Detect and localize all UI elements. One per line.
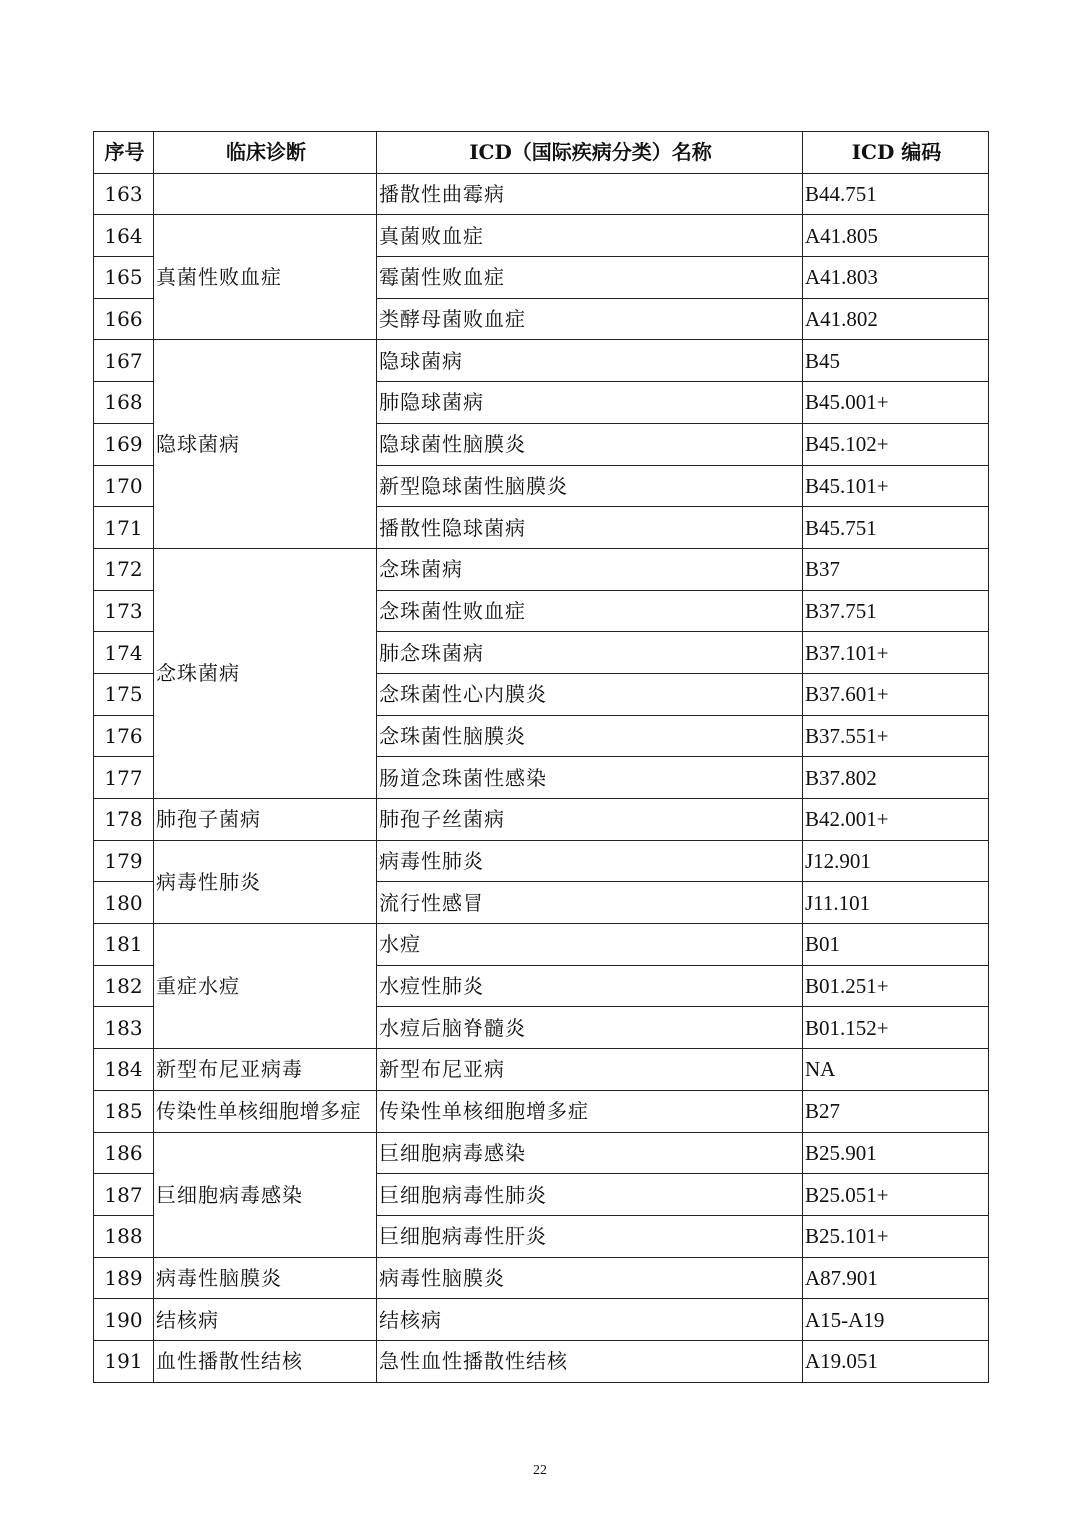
table-row xyxy=(94,548,989,590)
table-row xyxy=(94,1049,989,1091)
icd-name-cell: 巨细胞病毒感染 xyxy=(377,1132,803,1174)
row-number: 189 xyxy=(94,1257,154,1299)
icd-name-cell: 霉菌性败血症 xyxy=(377,257,803,299)
icd-code-cell: B45 xyxy=(803,340,989,382)
row-number: 165 xyxy=(94,257,154,299)
table-row xyxy=(94,340,989,382)
icd-name-cell: 肠道念珠菌性感染 xyxy=(377,757,803,799)
icd-name-cell: 念珠菌性脑膜炎 xyxy=(377,715,803,757)
row-number: 184 xyxy=(94,1049,154,1091)
icd-name-cell: 巨细胞病毒性肝炎 xyxy=(377,1215,803,1257)
icd-code-cell: B01.152+ xyxy=(803,1007,989,1049)
diagnosis-cell: 病毒性脑膜炎 xyxy=(154,1257,377,1299)
diagnosis-cell: 肺孢子菌病 xyxy=(154,799,377,841)
diagnosis-cell: 隐球菌病 xyxy=(154,340,377,548)
row-number: 179 xyxy=(94,840,154,882)
icd-code-cell: A19.051 xyxy=(803,1340,989,1382)
icd-code-cell: B25.901 xyxy=(803,1132,989,1174)
icd-name-cell: 水痘 xyxy=(377,924,803,966)
icd-name-cell: 播散性隐球菌病 xyxy=(377,507,803,549)
icd-code-cell: B25.051+ xyxy=(803,1174,989,1216)
icd-name-cell: 流行性感冒 xyxy=(377,882,803,924)
table-row xyxy=(94,840,989,882)
icd-code-cell: B25.101+ xyxy=(803,1215,989,1257)
row-number: 177 xyxy=(94,757,154,799)
icd-name-cell: 传染性单核细胞增多症 xyxy=(377,1090,803,1132)
icd-name-cell: 真菌败血症 xyxy=(377,215,803,257)
icd-name-cell: 病毒性脑膜炎 xyxy=(377,1257,803,1299)
icd-code-cell: B37.551+ xyxy=(803,715,989,757)
icd-code-cell: B45.751 xyxy=(803,507,989,549)
icd-code-cell: B37.101+ xyxy=(803,632,989,674)
icd-code-cell: A87.901 xyxy=(803,1257,989,1299)
icd-name-cell: 隐球菌性脑膜炎 xyxy=(377,423,803,465)
icd-code-cell: J11.101 xyxy=(803,882,989,924)
table-header-row xyxy=(94,132,989,174)
icd-code-cell: B44.751 xyxy=(803,173,989,215)
row-number: 175 xyxy=(94,673,154,715)
row-number: 181 xyxy=(94,924,154,966)
icd-code-cell: A15-A19 xyxy=(803,1299,989,1341)
icd-code-cell: B45.001+ xyxy=(803,382,989,424)
icd-code-cell: A41.805 xyxy=(803,215,989,257)
row-number: 169 xyxy=(94,423,154,465)
icd-name-cell: 念珠菌性心内膜炎 xyxy=(377,673,803,715)
table-row xyxy=(94,799,989,841)
icd-code-cell: B42.001+ xyxy=(803,799,989,841)
row-number: 180 xyxy=(94,882,154,924)
icd-name-cell: 肺念珠菌病 xyxy=(377,632,803,674)
icd-code-cell: B01.251+ xyxy=(803,965,989,1007)
icd-name-cell: 新型隐球菌性脑膜炎 xyxy=(377,465,803,507)
row-number: 182 xyxy=(94,965,154,1007)
table-row xyxy=(94,924,989,966)
row-number: 178 xyxy=(94,799,154,841)
diagnosis-cell: 血性播散性结核 xyxy=(154,1340,377,1382)
row-number: 191 xyxy=(94,1340,154,1382)
icd-name-cell: 结核病 xyxy=(377,1299,803,1341)
diagnosis-cell: 病毒性肺炎 xyxy=(154,840,377,923)
icd-code-cell: A41.803 xyxy=(803,257,989,299)
icd-code-cell: A41.802 xyxy=(803,298,989,340)
row-number: 190 xyxy=(94,1299,154,1341)
icd-code-cell: J12.901 xyxy=(803,840,989,882)
header-no: 序号 xyxy=(94,132,154,174)
diagnosis-cell: 念珠菌病 xyxy=(154,548,377,798)
row-number: 163 xyxy=(94,173,154,215)
row-number: 188 xyxy=(94,1215,154,1257)
icd-code-cell: B37 xyxy=(803,548,989,590)
row-number: 173 xyxy=(94,590,154,632)
diagnosis-cell: 新型布尼亚病毒 xyxy=(154,1049,377,1091)
table-row xyxy=(94,1257,989,1299)
icd-code-cell: B45.102+ xyxy=(803,423,989,465)
row-number: 176 xyxy=(94,715,154,757)
icd-name-cell: 病毒性肺炎 xyxy=(377,840,803,882)
diagnosis-cell: 重症水痘 xyxy=(154,924,377,1049)
page-number: 22 xyxy=(533,1463,547,1478)
icd-name-cell: 念珠菌性败血症 xyxy=(377,590,803,632)
icd-name-cell: 新型布尼亚病 xyxy=(377,1049,803,1091)
diagnosis-cell: 传染性单核细胞增多症 xyxy=(154,1090,377,1132)
icd-code-cell: B27 xyxy=(803,1090,989,1132)
icd-name-cell: 类酵母菌败血症 xyxy=(377,298,803,340)
row-number: 185 xyxy=(94,1090,154,1132)
icd-name-cell: 水痘后脑脊髓炎 xyxy=(377,1007,803,1049)
row-number: 164 xyxy=(94,215,154,257)
icd-name-cell: 播散性曲霉病 xyxy=(377,173,803,215)
table-row xyxy=(94,215,989,257)
row-number: 174 xyxy=(94,632,154,674)
header-icd-code: ICD 编码 xyxy=(803,132,989,174)
table-row xyxy=(94,173,989,215)
table-row xyxy=(94,1299,989,1341)
table-row xyxy=(94,1132,989,1174)
icd-code-cell: B37.751 xyxy=(803,590,989,632)
header-diagnosis: 临床诊断 xyxy=(154,132,377,174)
diagnosis-cell: 真菌性败血症 xyxy=(154,215,377,340)
icd-name-cell: 水痘性肺炎 xyxy=(377,965,803,1007)
icd-table xyxy=(93,131,989,1383)
row-number: 170 xyxy=(94,465,154,507)
icd-code-cell: B37.802 xyxy=(803,757,989,799)
row-number: 167 xyxy=(94,340,154,382)
icd-name-cell: 巨细胞病毒性肺炎 xyxy=(377,1174,803,1216)
icd-code-cell: B37.601+ xyxy=(803,673,989,715)
row-number: 186 xyxy=(94,1132,154,1174)
icd-code-cell: B45.101+ xyxy=(803,465,989,507)
icd-name-cell: 急性血性播散性结核 xyxy=(377,1340,803,1382)
icd-name-cell: 念珠菌病 xyxy=(377,548,803,590)
header-icd-name: ICD（国际疾病分类）名称 xyxy=(377,132,803,174)
table-row xyxy=(94,1340,989,1382)
icd-name-cell: 肺孢子丝菌病 xyxy=(377,799,803,841)
table-row xyxy=(94,1090,989,1132)
diagnosis-cell xyxy=(154,173,377,215)
row-number: 187 xyxy=(94,1174,154,1216)
icd-name-cell: 隐球菌病 xyxy=(377,340,803,382)
icd-code-cell: NA xyxy=(803,1049,989,1091)
row-number: 166 xyxy=(94,298,154,340)
row-number: 183 xyxy=(94,1007,154,1049)
row-number: 168 xyxy=(94,382,154,424)
icd-code-cell: B01 xyxy=(803,924,989,966)
diagnosis-cell: 结核病 xyxy=(154,1299,377,1341)
row-number: 172 xyxy=(94,548,154,590)
diagnosis-cell: 巨细胞病毒感染 xyxy=(154,1132,377,1257)
row-number: 171 xyxy=(94,507,154,549)
icd-name-cell: 肺隐球菌病 xyxy=(377,382,803,424)
